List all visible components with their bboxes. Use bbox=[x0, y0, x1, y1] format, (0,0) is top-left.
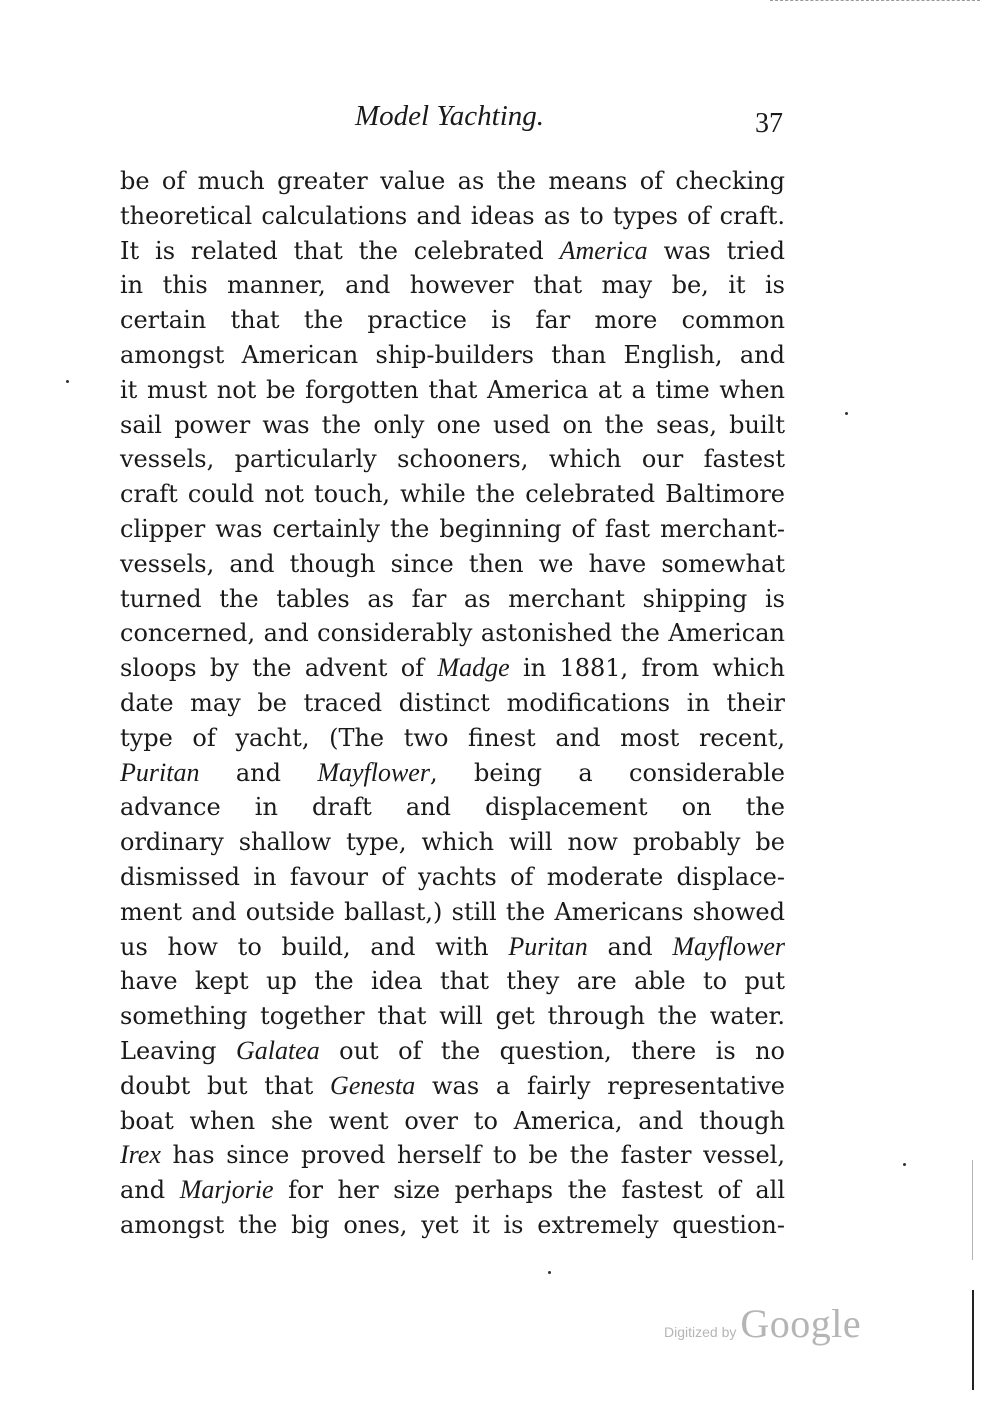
text-run: boat when she went over to America, and though bbox=[120, 1106, 785, 1135]
text-run: was tried bbox=[647, 236, 785, 265]
text-run: ordinary shallow type, which will now probably be bbox=[120, 828, 785, 857]
text-run: in this manner, and however that may be, it is bbox=[120, 271, 785, 300]
text-run: something together that will get through the water. bbox=[120, 1002, 785, 1031]
text-line bbox=[120, 477, 785, 512]
text-run: be of much greater value as the means of checking bbox=[120, 167, 785, 195]
text-run: Leaving bbox=[120, 1036, 236, 1065]
text-run: out of the question, there is no bbox=[319, 1036, 785, 1065]
text-run: and bbox=[199, 758, 318, 787]
running-title: Model Yachting. bbox=[355, 100, 545, 132]
text-line bbox=[120, 790, 785, 825]
scan-speck bbox=[903, 1163, 906, 1166]
text-run: it must not be forgotten that America at a time when bbox=[120, 375, 785, 404]
text-run: turned the tables as far as merchant shipping is bbox=[120, 584, 785, 613]
italic-vessel-name: Madge bbox=[437, 653, 510, 683]
text-run: date may be traced distinct modifications in their bbox=[120, 688, 785, 717]
text-run: certain that the practice is far more common bbox=[120, 306, 785, 335]
watermark-prefix: Digitized by bbox=[664, 1324, 737, 1340]
scan-speck bbox=[66, 380, 69, 383]
text-run: for her size perhaps the fastest of all bbox=[273, 1176, 785, 1205]
text-line bbox=[120, 234, 785, 269]
text-run: theoretical calculations and ideas as to types of craft. bbox=[120, 201, 785, 230]
text-line bbox=[120, 408, 785, 443]
text-run: in 1881, from which bbox=[509, 654, 785, 683]
scan-edge-mark bbox=[972, 1290, 974, 1390]
italic-vessel-name: Genesta bbox=[330, 1070, 416, 1100]
scan-edge-mark bbox=[972, 1160, 973, 1260]
google-logo: Google bbox=[740, 1301, 862, 1346]
text-run: ment and outside ballast,) still the Americans showed bbox=[120, 897, 785, 926]
text-line bbox=[120, 651, 785, 686]
text-line bbox=[120, 721, 785, 756]
text-run: vessels, particularly schooners, which our fastest bbox=[120, 445, 785, 474]
text-run: advance in draft and displacement on the bbox=[120, 793, 785, 822]
text-line bbox=[120, 1069, 785, 1104]
text-run: have kept up the idea that they are able to put bbox=[120, 967, 785, 996]
text-run: vessels, and though since then we have somewhat bbox=[120, 549, 785, 578]
text-line bbox=[120, 860, 785, 895]
italic-vessel-name: Mayflower bbox=[672, 931, 786, 961]
text-line bbox=[120, 999, 785, 1034]
text-line bbox=[120, 930, 785, 965]
italic-vessel-name: Galatea bbox=[235, 1035, 320, 1065]
text-line bbox=[120, 268, 785, 303]
text-line bbox=[120, 1138, 785, 1173]
text-run: amongst the big ones, yet it is extremely question- bbox=[120, 1210, 785, 1239]
italic-vessel-name: Marjorie bbox=[179, 1175, 274, 1205]
italic-vessel-name: Mayflower bbox=[317, 757, 430, 787]
text-run: dismissed in favour of yachts of moderate displace- bbox=[120, 862, 785, 891]
text-line bbox=[120, 1208, 785, 1243]
italic-vessel-name: Irex bbox=[120, 1140, 161, 1170]
italic-vessel-name: Puritan bbox=[508, 931, 588, 961]
text-run: It is related that the celebrated bbox=[120, 236, 560, 265]
text-line bbox=[120, 895, 785, 930]
digitized-watermark bbox=[664, 1300, 861, 1350]
body-text bbox=[120, 164, 785, 1243]
text-line bbox=[120, 616, 785, 651]
text-line bbox=[120, 373, 785, 408]
text-line bbox=[120, 756, 785, 791]
text-line bbox=[120, 1034, 785, 1069]
text-run: has since proved herself to be the faster vessel, bbox=[160, 1141, 785, 1170]
text-run: concerned, and considerably astonished the American bbox=[120, 619, 785, 648]
text-run: clipper was certainly the beginning of fast merchant- bbox=[120, 514, 785, 543]
text-line bbox=[120, 547, 785, 582]
italic-vessel-name: America bbox=[559, 235, 648, 265]
text-run: sail power was the only one used on the seas, built bbox=[120, 410, 785, 439]
text-line bbox=[120, 825, 785, 860]
text-line bbox=[120, 686, 785, 721]
text-run: was a fairly representative bbox=[415, 1071, 786, 1100]
text-line bbox=[120, 582, 785, 617]
scan-speck bbox=[548, 1271, 551, 1274]
scan-top-rule bbox=[770, 0, 980, 4]
text-run: and bbox=[120, 1176, 180, 1205]
text-line bbox=[120, 1104, 785, 1139]
scan-speck bbox=[845, 412, 848, 415]
text-line bbox=[120, 338, 785, 373]
text-run: doubt but that bbox=[120, 1071, 331, 1100]
italic-vessel-name: Puritan bbox=[120, 757, 200, 787]
text-line bbox=[120, 164, 785, 199]
page-number: 37 bbox=[755, 108, 783, 139]
text-line bbox=[120, 512, 785, 547]
text-line bbox=[120, 1173, 785, 1208]
text-run: amongst American ship-builders than English, and bbox=[120, 340, 785, 369]
text-run: sloops by the advent of bbox=[120, 654, 438, 683]
text-run: and bbox=[587, 932, 673, 961]
text-line bbox=[120, 303, 785, 338]
page-header bbox=[120, 100, 785, 140]
text-run: , being a considerable bbox=[429, 758, 785, 787]
text-run: craft could not touch, while the celebrated Baltimore bbox=[120, 480, 785, 509]
text-line bbox=[120, 442, 785, 477]
text-line bbox=[120, 964, 785, 999]
text-run: us how to build, and with bbox=[120, 932, 509, 961]
text-run: type of yacht, (The two finest and most recent, bbox=[120, 723, 785, 752]
text-line bbox=[120, 199, 785, 234]
